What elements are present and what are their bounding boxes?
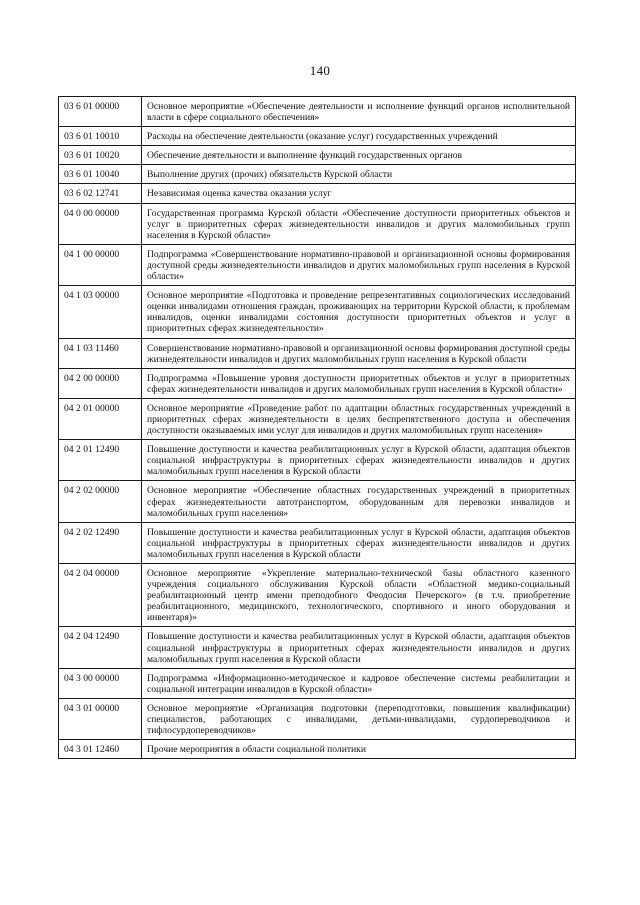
row-name: Повышение доступности и качества реабилитационных услуг в Курской области, адаптация объектов социальной инфраструктуры в приоритетных сферах жизнедеятельности инвалидов и других маломобильных групп населения в Курской области xyxy=(142,627,576,668)
row-code: 04 1 00 00000 xyxy=(59,244,142,285)
table-row xyxy=(59,398,576,439)
table-row xyxy=(59,564,576,627)
table-row xyxy=(59,368,576,398)
row-name: Основное мероприятие «Укрепление материально-технической базы областного казенного учреждения социального обслуживания Курской области «Областной медико-социальный реабилитационный центр имени преподобного Феодосия Печерского» (в т.ч. приобретение реабилитационного, медицинского, технологического, спортивного и иного оборудования и инвентаря)» xyxy=(142,564,576,627)
row-code: 03 6 01 00000 xyxy=(59,97,142,127)
table-row xyxy=(59,203,576,244)
row-name: Подпрограмма «Совершенствование нормативно-правовой и организационной основы формирования доступной среды жизнедеятельности инвалидов и других маломобильных групп населения в Курской области» xyxy=(142,244,576,285)
table-row xyxy=(59,184,576,203)
row-name: Основное мероприятие «Организация подготовки (переподготовки, повышения квалификации) специалистов, работающих с инвалидами, детьми-инвалидами, сурдопереводчиков и тифлосурдопереводчиков» xyxy=(142,698,576,739)
row-name: Государственная программа Курской области «Обеспечение доступности приоритетных объектов и услуг в приоритетных сферах жизнедеятельности инвалидов и других маломобильных групп населения в Курской области» xyxy=(142,203,576,244)
row-name: Основное мероприятие «Обеспечение деятельности и исполнение функций органов исполнительной власти в сфере социального обеспечения» xyxy=(142,97,576,127)
budget-classification-table xyxy=(58,96,576,759)
row-name: Прочие мероприятия в области социальной политики xyxy=(142,740,576,759)
row-name: Повышение доступности и качества реабилитационных услуг в Курской области, адаптация объектов социальной инфраструктуры в приоритетных сферах жизнедеятельности инвалидов и других маломобильных групп населения в Курской области xyxy=(142,522,576,563)
row-code: 04 1 03 00000 xyxy=(59,286,142,338)
row-code: 03 6 02 12741 xyxy=(59,184,142,203)
row-code: 04 2 02 00000 xyxy=(59,481,142,522)
table-row xyxy=(59,338,576,368)
table-row xyxy=(59,97,576,127)
row-name: Расходы на обеспечение деятельности (оказание услуг) государственных учреждений xyxy=(142,127,576,146)
row-code: 04 2 04 00000 xyxy=(59,564,142,627)
table-row xyxy=(59,627,576,668)
row-code: 04 3 01 12460 xyxy=(59,740,142,759)
table-row xyxy=(59,127,576,146)
page-number: 140 xyxy=(309,63,331,78)
row-name: Подпрограмма «Информационно-методическое и кадровое обеспечение системы реабилитации и социальной интеграции инвалидов в Курской области» xyxy=(142,668,576,698)
table-row xyxy=(59,146,576,165)
table-row xyxy=(59,286,576,338)
row-name: Основное мероприятие «Обеспечение областных государственных учреждений в приоритетных сферах жизнедеятельности автотранспортом, оборудованным для перевозки инвалидов и маломобильных групп населения» xyxy=(142,481,576,522)
row-name: Основное мероприятие «Подготовка и проведение репрезентативных социологических исследований оценки инвалидами отношения граждан, проживающих на территории Курской области, к проблемам инвалидов, оценки инвалидами состояния доступности приоритетных объектов и услуг в приоритетных сферах жизнедеятельности» xyxy=(142,286,576,338)
row-name: Совершенствование нормативно-правовой и организационной основы формирования доступной среды жизнедеятельности инвалидов и других маломобильных групп населения в Курской области xyxy=(142,338,576,368)
row-name: Независимая оценка качества оказания услуг xyxy=(142,184,576,203)
table-row xyxy=(59,244,576,285)
row-code: 04 1 03 11460 xyxy=(59,338,142,368)
row-name: Повышение доступности и качества реабилитационных услуг в Курской области, адаптация объектов социальной инфраструктуры в приоритетных сферах жизнедеятельности инвалидов и других маломобильных групп населения в Курской области xyxy=(142,440,576,481)
row-name: Обеспечение деятельности и выполнение функций государственных органов xyxy=(142,146,576,165)
row-code: 03 6 01 10020 xyxy=(59,146,142,165)
row-code: 04 2 01 00000 xyxy=(59,398,142,439)
row-name: Подпрограмма «Повышение уровня доступности приоритетных объектов и услуг в приоритетных сферах жизнедеятельности инвалидов и других маломобильных групп населения в Курской области» xyxy=(142,368,576,398)
table-row xyxy=(59,698,576,739)
row-code: 04 0 00 00000 xyxy=(59,203,142,244)
table-row xyxy=(59,165,576,184)
row-code: 04 2 02 12490 xyxy=(59,522,142,563)
row-code: 03 6 01 10040 xyxy=(59,165,142,184)
row-code: 04 2 00 00000 xyxy=(59,368,142,398)
table-row xyxy=(59,668,576,698)
table-row xyxy=(59,740,576,759)
row-code: 04 3 00 00000 xyxy=(59,668,142,698)
row-code: 03 6 01 10010 xyxy=(59,127,142,146)
row-code: 04 3 01 00000 xyxy=(59,698,142,739)
table-row xyxy=(59,481,576,522)
row-code: 04 2 04 12490 xyxy=(59,627,142,668)
table-row xyxy=(59,522,576,563)
row-name: Выполнение других (прочих) обязательств Курской области xyxy=(142,165,576,184)
row-name: Основное мероприятие «Проведение работ по адаптации областных государственных учреждений в приоритетных сферах жизнедеятельности в целях беспрепятственного доступа и обеспечения доступности оказываемых ими услуг для инвалидов и других маломобильных групп населения» xyxy=(142,398,576,439)
row-code: 04 2 01 12490 xyxy=(59,440,142,481)
table-row xyxy=(59,440,576,481)
